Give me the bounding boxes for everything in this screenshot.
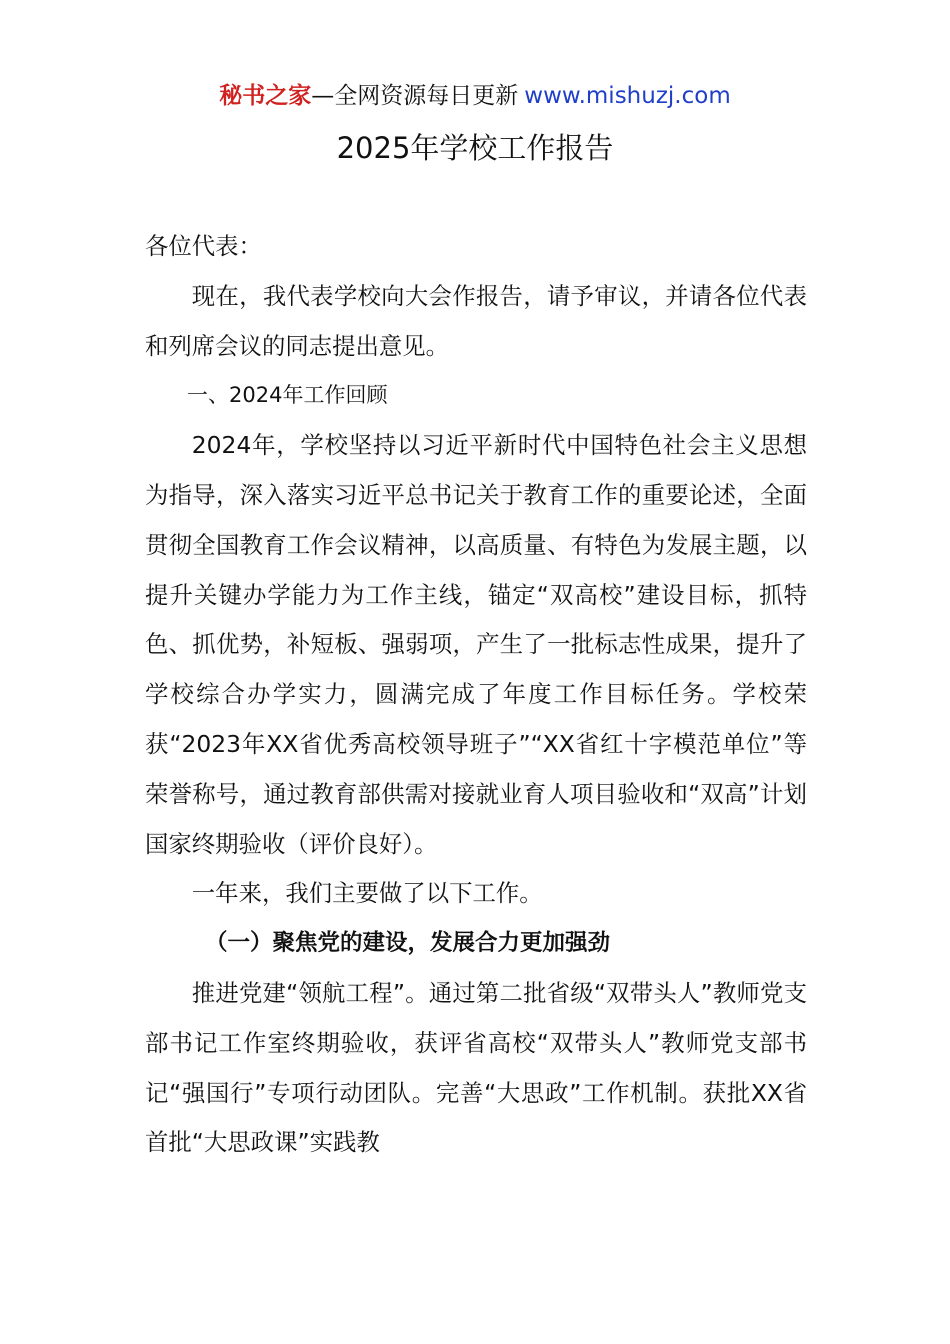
section-heading: 一、2024年工作回顾: [187, 383, 388, 408]
subsection-heading: （一）聚焦党的建设，发展合力更加强劲: [205, 930, 611, 957]
site-banner: [0, 80, 950, 112]
work-intro-paragraph: 一年来，我们主要做了以下工作。: [191, 879, 543, 908]
intro-paragraph: 现在，我代表学校向大会作报告，请予审议，并请各位代表和列席会议的同志提出意见。: [145, 281, 807, 360]
banner-brand: 秘书之家: [219, 83, 312, 109]
document-title: 2025年学校工作报告: [336, 131, 614, 165]
salutation: 各位代表：: [145, 232, 262, 260]
party-building-paragraph: 推进党建“领航工程”。通过第二批省级“双带头人”教师党支部书记工作室终期验收，获评省高校“双带头人”教师党支部书记“强国行”专项行动团队。完善“大思政”工作机制。获批XX省首批“大思政课”实践教: [145, 978, 807, 1157]
banner-url[interactable]: www.mishuzj.com: [524, 83, 731, 109]
banner-slogan: —全网资源每日更新: [311, 83, 519, 109]
review-paragraph: 2024年，学校坚持以习近平新时代中国特色社会主义思想为指导，深入落实习近平总书记关于教育工作的重要论述，全面贯彻全国教育工作会议精神，以高质量、有特色为发展主题，以提升关键办学能力为工作主线，锚定“双高校”建设目标，抓特色、抓优势，补短板、强弱项，产生了一批标志性成果，提升了学校综合办学实力，圆满完成了年度工作目标任务。学校荣获“2023年XX省优秀高校领导班子”“XX省红十字模范单位”等荣誉称号，通过教育部供需对接就业育人项目验收和“双高”计划国家终期验收（评价良好）。: [145, 431, 807, 858]
document-body: [145, 222, 807, 1168]
